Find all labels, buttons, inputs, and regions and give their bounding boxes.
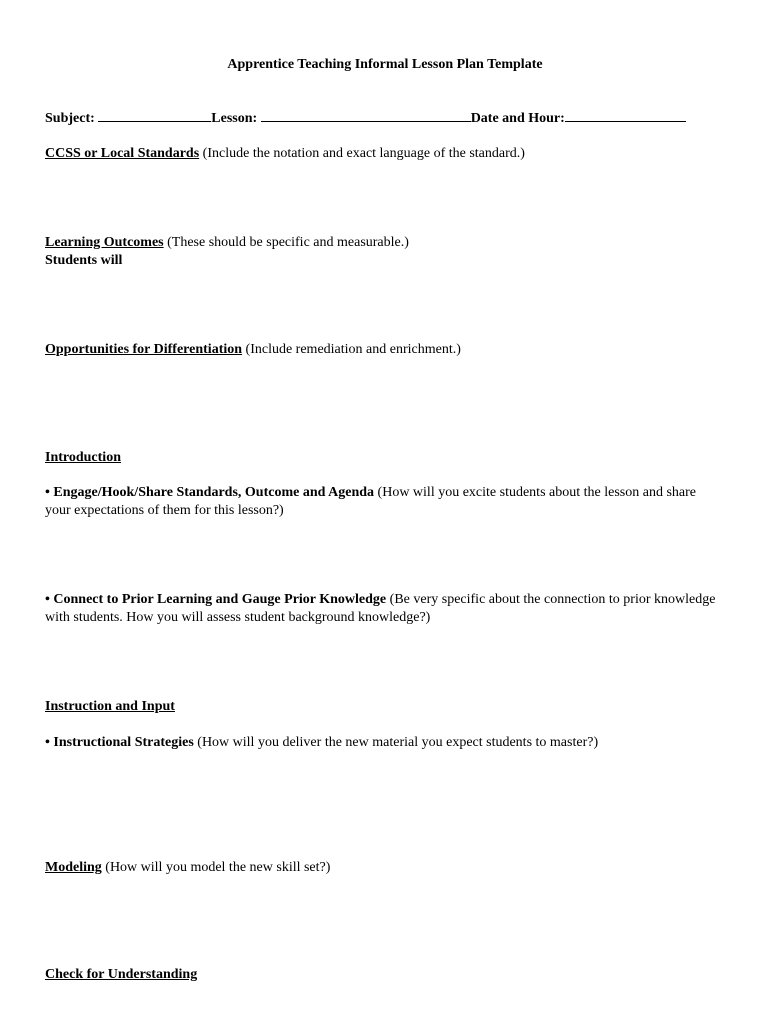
modeling-heading: Modeling: [45, 860, 102, 875]
date-hour-label: Date and Hour:: [470, 111, 565, 126]
check-understanding-heading: Check for Understanding: [45, 967, 198, 982]
instruction-heading: Instruction and Input: [45, 699, 175, 714]
differentiation-section: [45, 341, 461, 359]
ccss-section: [45, 145, 525, 163]
prior-learning-bullet: • Connect to Prior Learning and Gauge Prior Knowledge: [45, 592, 387, 607]
introduction-item-prior-learning: [45, 591, 725, 627]
ccss-note: (Include the notation and exact language of the standard.): [199, 146, 525, 161]
differentiation-heading: Opportunities for Differentiation: [45, 342, 243, 357]
date-hour-blank[interactable]: [565, 109, 686, 122]
prior-learning-note: (Be very specific about the connection to prior knowledge with students. How you will assess student background knowledge?): [45, 592, 716, 625]
learning-outcomes-section: [45, 234, 409, 252]
modeling-note: (How will you model the new skill set?): [101, 860, 331, 875]
differentiation-note: (Include remediation and enrichment.): [242, 342, 461, 357]
learning-outcomes-heading: Learning Outcomes: [45, 235, 164, 250]
strategies-bullet: • Instructional Strategies: [45, 735, 194, 750]
engage-bullet: • Engage/Hook/Share Standards, Outcome and Agenda: [45, 485, 375, 500]
document-title: Apprentice Teaching Informal Lesson Plan Template: [227, 57, 543, 72]
lesson-label: Lesson:: [211, 111, 258, 126]
lesson-blank[interactable]: [261, 109, 471, 122]
subject-label: Subject:: [45, 111, 95, 126]
subject-blank[interactable]: [98, 109, 211, 122]
modeling-section: [45, 859, 330, 877]
strategies-note: (How will you deliver the new material you expect students to master?): [193, 735, 599, 750]
introduction-heading: Introduction: [45, 450, 121, 465]
students-will-prompt: Students will: [45, 253, 123, 268]
engage-note: (How will you excite students about the lesson and share your expectations of them for this lesson?): [45, 485, 696, 518]
learning-outcomes-note: (These should be specific and measurable.): [163, 235, 409, 250]
header-fields-row: [45, 109, 686, 128]
introduction-item-engage: [45, 484, 725, 520]
ccss-heading: CCSS or Local Standards: [45, 146, 200, 161]
instruction-item-strategies: [45, 734, 725, 752]
